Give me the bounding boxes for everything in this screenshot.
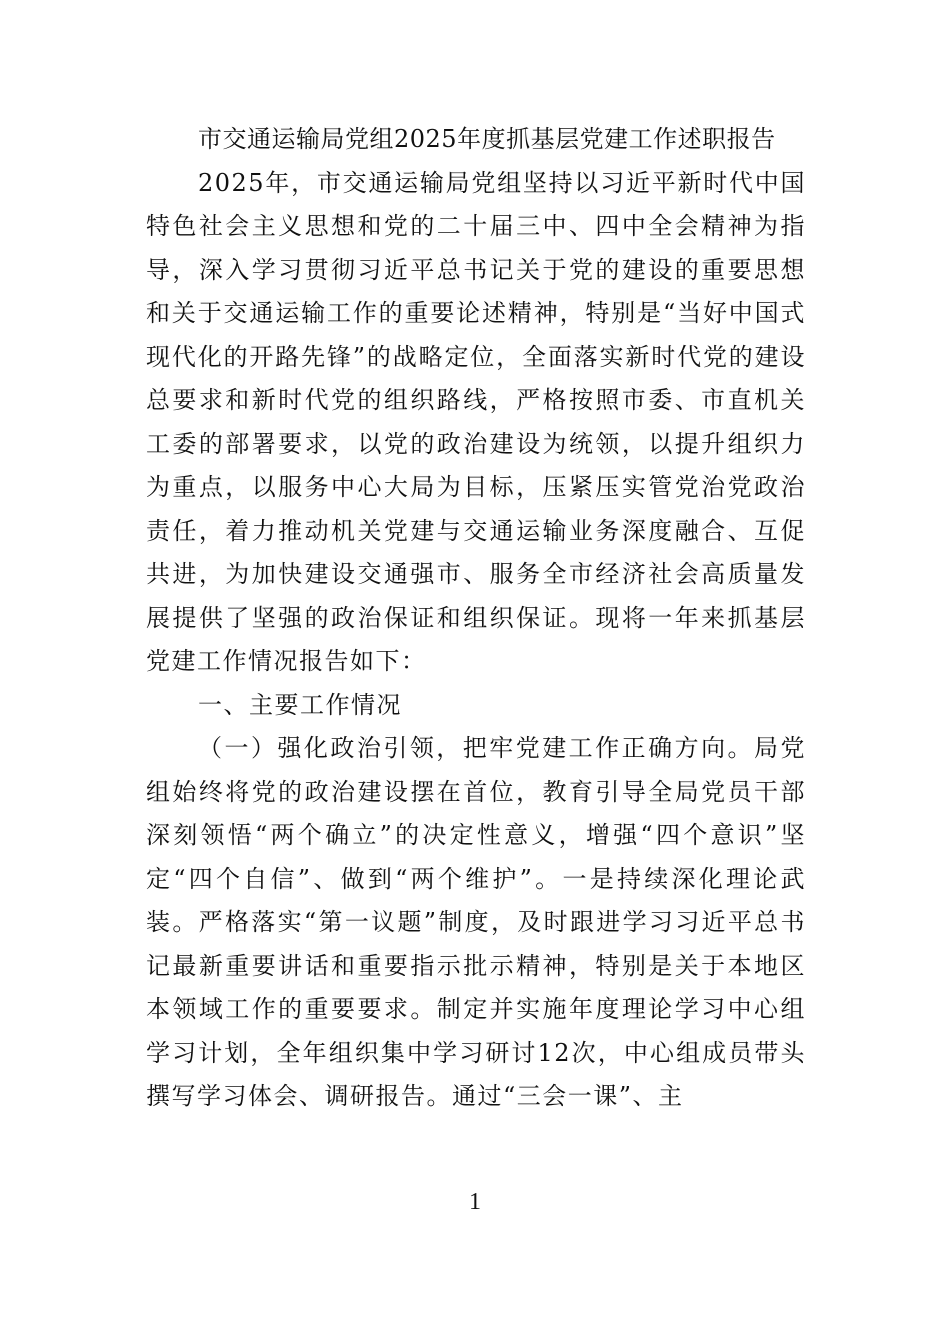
page-number: 1 <box>469 1189 481 1215</box>
document-title: 市交通运输局党组2025年度抓基层党建工作述职报告 <box>198 125 776 153</box>
section-heading: 一、主要工作情况 <box>198 690 402 719</box>
section-paragraph: （一）强化政治引领，把牢党建工作正确方向。局党组始终将党的政治建设摆在首位，教育引导全局党员干部深刻领悟“两个确立”的决定性意义，增强“四个意识”坚定“四个自信”、做到“两个维护”。一是持续深化理论武装。严格落实“第一议题”制度，及时跟进学习习近平总书记最新重要讲话和重要指示批示精神，特别是关于本地区本领域工作的重要要求。制定并实施年度理论学习中心组学习计划，全年组织集中学习研讨12次，中心组成员带头撰写学习体会、调研报告。通过“三会一课”、主 <box>146 734 806 1110</box>
intro-paragraph: 2025年，市交通运输局党组坚持以习近平新时代中国特色社会主义思想和党的二十届三中、四中全会精神为指导，深入学习贯彻习近平总书记关于党的建设的重要思想和关于交通运输工作的重要论述精神，特别是“当好中国式现代化的开路先锋”的战略定位，全面落实新时代党的建设总要求和新时代党的组织路线，严格按照市委、市直机关工委的部署要求，以党的政治建设为统领，以提升组织力为重点，以服务中心大局为目标，压紧压实管党治党政治责任，着力推动机关党建与交通运输业务深度融合、互促共进，为加快建设交通强市、服务全市经济社会高质量发展提供了坚强的政治保证和组织保证。现将一年来抓基层党建工作情况报告如下： <box>146 168 806 675</box>
document-body <box>146 118 806 1119</box>
